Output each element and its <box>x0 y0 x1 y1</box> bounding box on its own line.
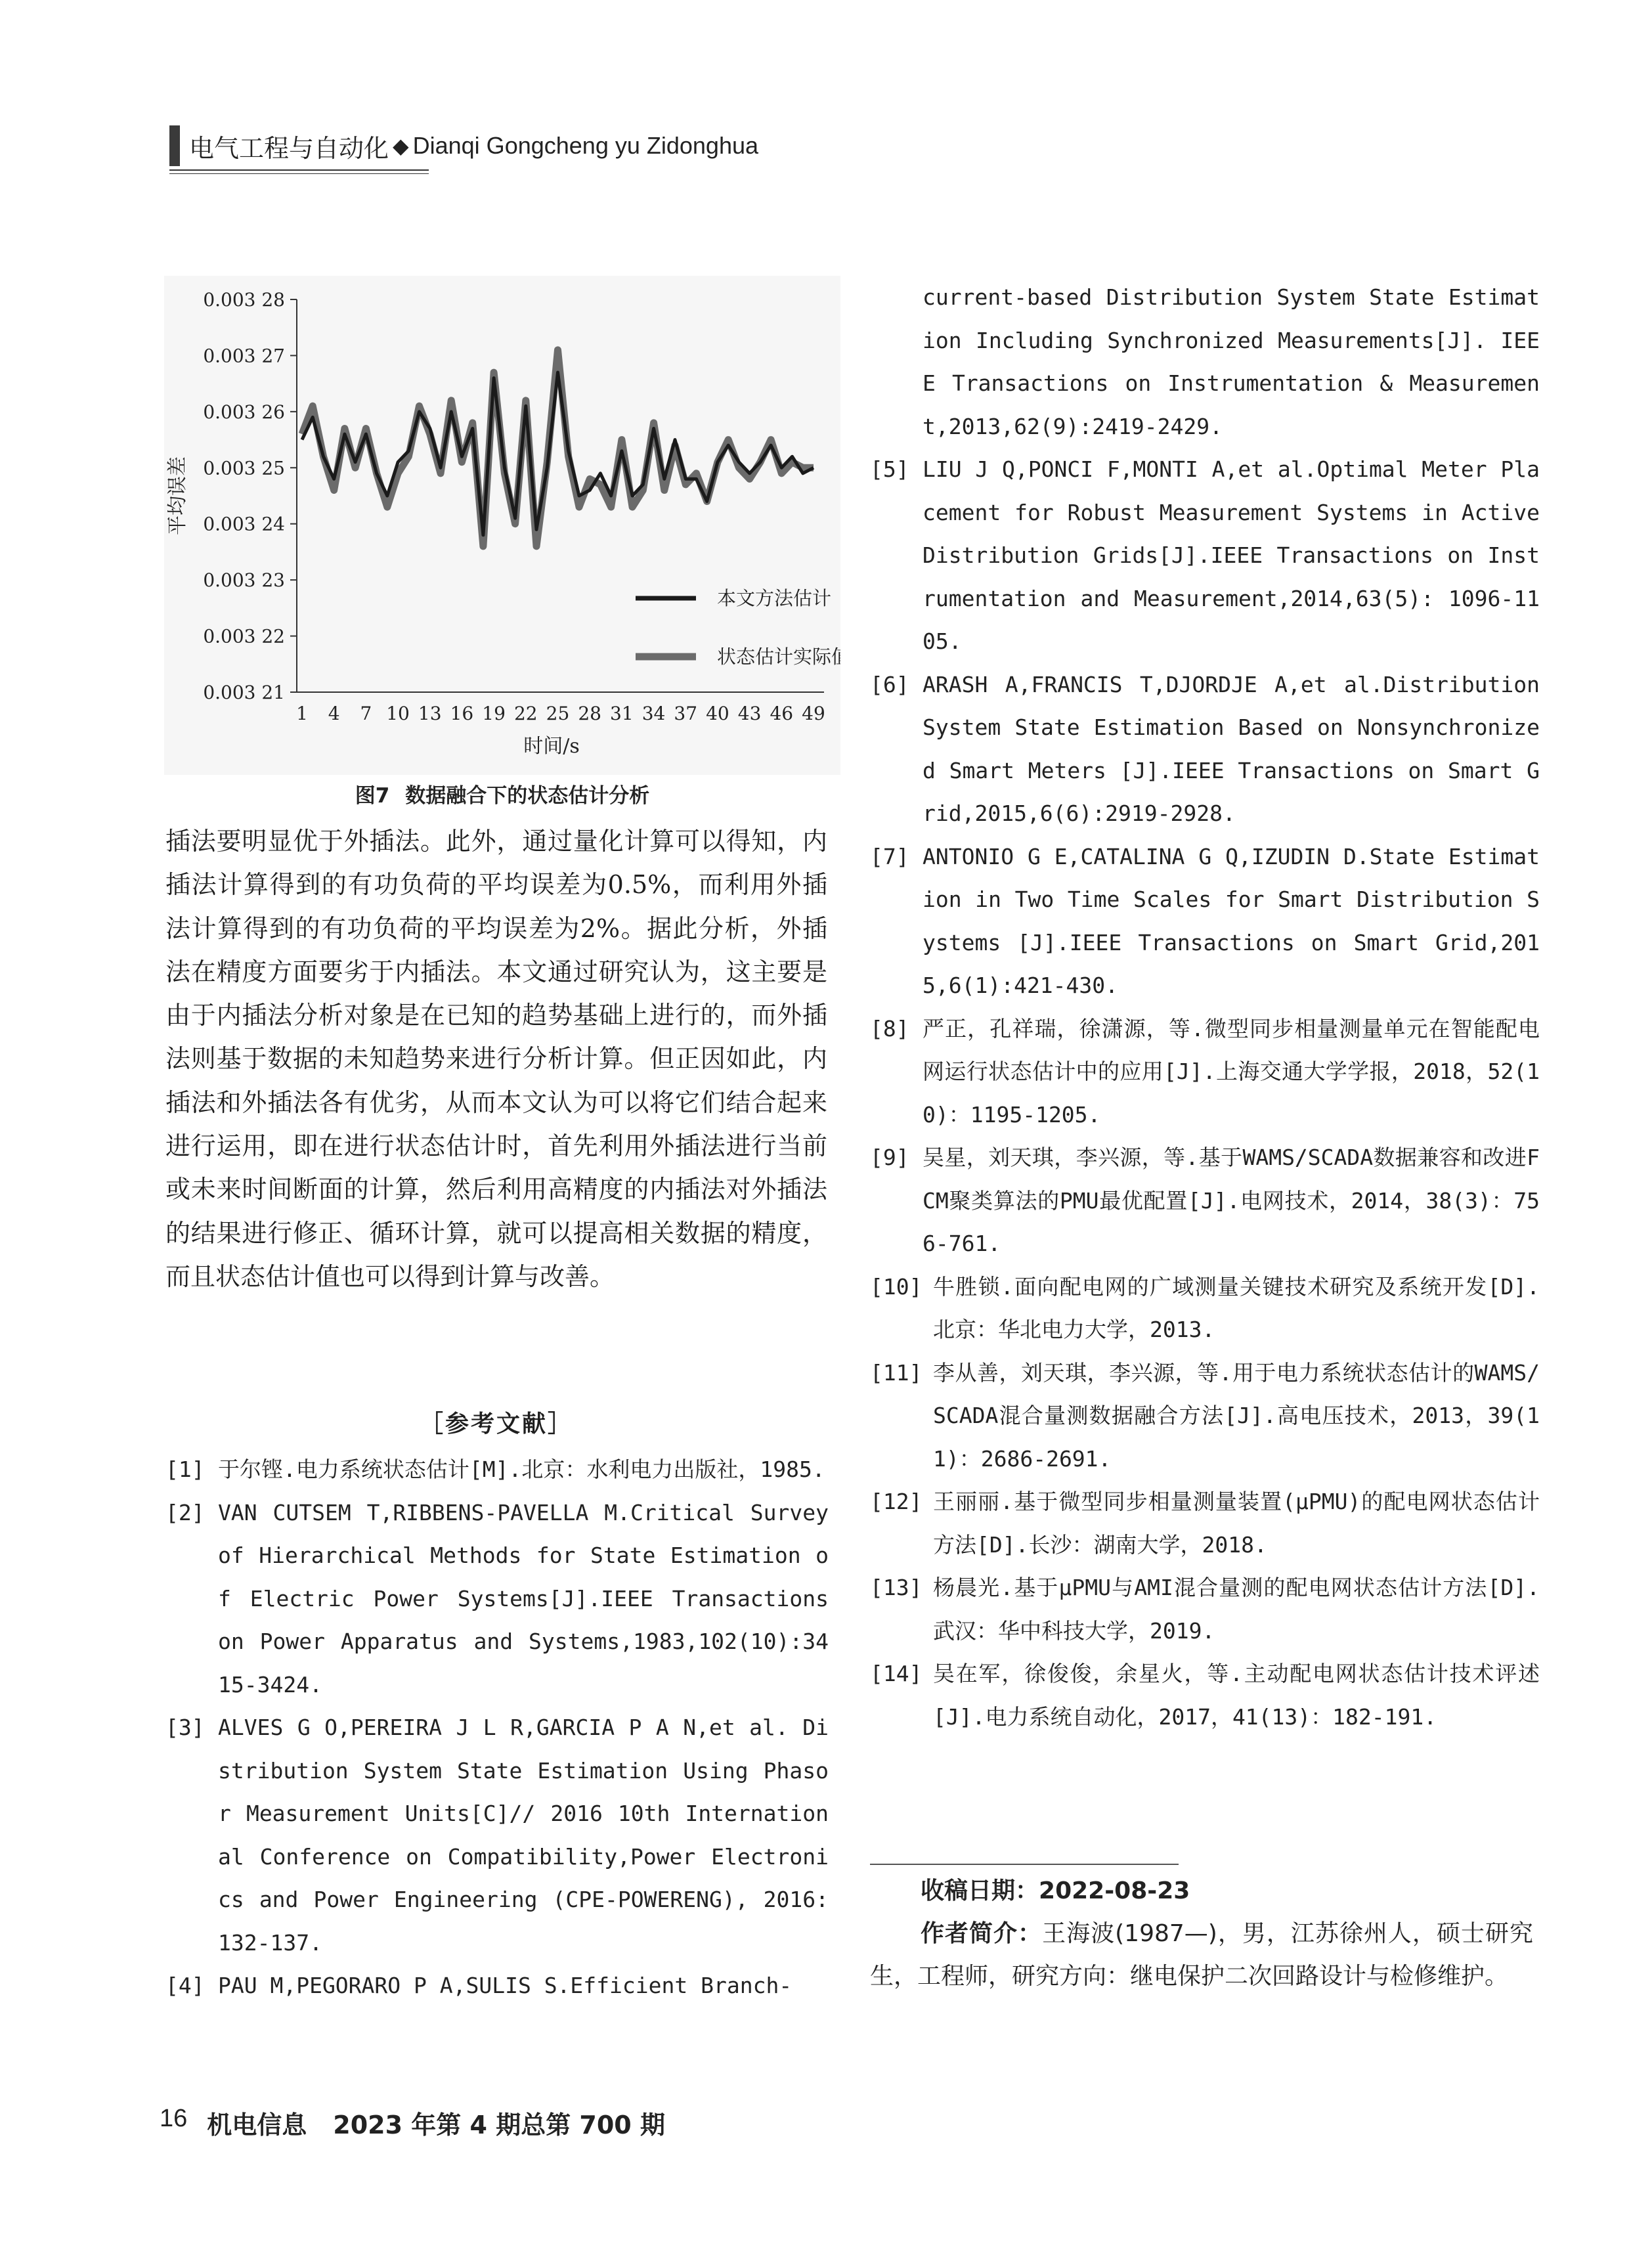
reference-text: ANTONIO G E,CATALINA G Q,IZUDIN D.State Estimation in Two Time Scales for Smart Distribution Systems [J].IEEE Transactions on Smart Grid,2015,6(1):421-430. <box>923 843 1540 998</box>
reference-item <box>870 1652 1540 1738</box>
figure-caption-text: 数据融合下的状态估计分析 <box>405 784 650 808</box>
reference-text: 于尔铿.电力系统状态估计[M].北京：水利电力出版社，1985. <box>218 1457 825 1482</box>
reference-item <box>165 1491 829 1707</box>
reference-text: 吴星，刘天琪，李兴源，等.基于WAMS/SCADA数据兼容和改进FCM聚类算法的PMU最优配置[J].电网技术，2014，38(3)：756-761. <box>923 1145 1540 1256</box>
line-chart <box>164 276 840 775</box>
reference-text: PAU M,PEGORARO P A,SULIS S.Efficient Branch- <box>218 1973 793 1998</box>
references-title: ［参考文献］ <box>419 1410 573 1437</box>
x-tick-label: 34 <box>641 703 666 724</box>
x-tick-label: 37 <box>674 703 698 724</box>
y-tick-label: 0.003 23 <box>203 569 285 592</box>
page-number: 16 <box>160 2105 188 2132</box>
x-tick-label: 19 <box>482 703 506 724</box>
reference-text: 严正，孔祥瑞，徐潇源，等.微型同步相量测量单元在智能配电网运行状态估计中的应用[J].上海交通大学学报，2018，52(10)：1195-1205. <box>923 1015 1540 1128</box>
reference-index: [9] <box>870 1145 909 1170</box>
reference-text: LIU J Q,PONCI F,MONTI A,et al.Optimal Meter Placement for Robust Measurement Systems in Active Distribution Grids[J].IEEE Transactions on Instrumentation and Measurement,2014,63(5): 1096-1105. <box>923 456 1540 654</box>
diamond-icon: ◆ <box>393 133 409 158</box>
x-axis-label: 时间/s <box>523 735 580 758</box>
reference-index: [4] <box>165 1973 205 1998</box>
author-info <box>870 1912 1533 1998</box>
reference-text: 牛胜锁.面向配电网的广域测量关键技术研究及系统开发[D].北京：华北电力大学，2013. <box>933 1273 1540 1342</box>
reference-index: [1] <box>165 1457 205 1482</box>
reference-item <box>870 1265 1540 1351</box>
reference-index: [5] <box>870 456 909 482</box>
x-tick-label: 49 <box>802 703 825 724</box>
reference-text: 吴在军，徐俊俊，余星火，等.主动配电网状态估计技术评述[J].电力系统自动化，2017，41(13)：182-191. <box>933 1661 1540 1730</box>
reference-index: [10] <box>870 1273 923 1300</box>
reference-item <box>870 835 1540 1007</box>
reference-index: [8] <box>870 1015 909 1041</box>
x-tick-label: 25 <box>546 703 570 724</box>
reference-text: ALVES G O,PEREIRA J L R,GARCIA P A N,et al. Distribution System State Estimation Using Phasor Measurement Units[C]// 2016 10th International Conference on Compatibility,Power Electronics and Power Engineering (CPE-POWERENG), 2016:132-137. <box>218 1715 829 1956</box>
reference-text: current-based Distribution System State Estimation Including Synchronized Measurements[J]. IEEE Transactions on Instrumentation & Measurement,2013,62(9):2419-2429. <box>923 284 1540 439</box>
reference-item <box>870 1351 1540 1481</box>
reference-text: 王丽丽.基于微型同步相量测量装置(μPMU)的配电网状态估计方法[D].长沙：湖南大学，2018. <box>933 1489 1540 1558</box>
reference-item <box>165 1706 829 1964</box>
legend-label: 本文方法估计 <box>717 587 832 609</box>
author-text: 王海波(1987—)，男，江苏徐州人，硕士研究生，工程师，研究方向：继电保护二次回路设计与检修维护。 <box>870 1920 1533 1990</box>
reference-item <box>870 448 1540 663</box>
y-tick-label: 0.003 28 <box>203 289 285 311</box>
y-tick-label: 0.003 22 <box>203 625 285 647</box>
received-date <box>921 1872 1190 1911</box>
x-tick-label: 31 <box>610 703 634 724</box>
y-tick-label: 0.003 21 <box>203 682 285 703</box>
footnote-rule <box>870 1864 1179 1865</box>
running-header <box>169 125 758 167</box>
reference-item <box>870 1136 1540 1265</box>
references-left-column <box>165 1448 829 2007</box>
reference-item <box>165 1448 829 1491</box>
journal-title-pinyin: Dianqi Gongcheng yu Zidonghua <box>412 132 759 159</box>
y-axis-label: 平均误差 <box>166 456 189 535</box>
header-bar <box>169 125 180 166</box>
reference-item <box>870 276 1540 448</box>
x-tick-label: 16 <box>450 703 474 724</box>
reference-index: [3] <box>165 1715 205 1740</box>
x-tick-label: 46 <box>770 703 794 724</box>
y-tick-label: 0.003 25 <box>203 457 285 479</box>
x-tick-label: 22 <box>513 703 538 724</box>
figure-caption <box>164 779 840 808</box>
reference-index: [13] <box>870 1575 923 1600</box>
reference-index: [14] <box>870 1661 923 1686</box>
received-value: 2022-08-23 <box>1039 1877 1190 1904</box>
page-footer <box>160 2105 665 2141</box>
references-right-column <box>870 276 1540 1738</box>
reference-text: 杨晨光.基于μPMU与AMI混合量测的配电网状态估计方法[D].武汉：华中科技大学，2019. <box>933 1575 1540 1644</box>
received-label: 收稿日期： <box>921 1877 1039 1904</box>
header-rule-thin <box>169 173 429 174</box>
footer-journal: 机电信息 <box>207 2111 307 2139</box>
reference-item <box>870 663 1540 835</box>
reference-item <box>165 1964 829 2007</box>
footer-issue: 2023 年第 4 期总第 700 期 <box>333 2111 665 2139</box>
x-tick-label: 43 <box>737 703 762 724</box>
body-paragraph: 插法要明显优于外插法。此外，通过量化计算可以得知，内插法计算得到的有功负荷的平均误差为0.5%，而利用外插法计算得到的有功负荷的平均误差为2%。据此分析，外插法在精度方面要劣于内插法。本文通过研究认为，这主要是由于内插法分析对象是在已知的趋势基础上进行的，而外插法则基于数据的未知趋势来进行分析计算。但正因如此，内插法和外插法各有优劣，从而本文认为可以将它们结合起来进行运用，即在进行状态估计时，首先利用外插法进行当前或未来时间断面的计算，然后利用高精度的内插法对外插法的结果进行修正、循环计算，就可以提高相关数据的精度，而且状态估计值也可以得到计算与改善。 <box>165 827 827 1291</box>
reference-item <box>870 1007 1540 1137</box>
reference-index: [6] <box>870 671 909 697</box>
reference-index: [7] <box>870 843 909 869</box>
x-tick-label: 7 <box>360 703 372 724</box>
y-tick-label: 0.003 27 <box>203 345 285 367</box>
reference-item <box>870 1480 1540 1566</box>
x-tick-label: 1 <box>296 703 308 724</box>
x-tick-label: 28 <box>578 703 602 724</box>
legend-label: 状态估计实际值 <box>717 646 840 668</box>
reference-text: VAN CUTSEM T,RIBBENS-PAVELLA M.Critical Survey of Hierarchical Methods for State Estimation of Electric Power Systems[J].IEEE Transactions on Power Apparatus and Systems,1983,102(10):3415-3424. <box>218 1499 829 1698</box>
x-tick-label: 13 <box>418 703 442 724</box>
reference-text: 李从善，刘天琪，李兴源，等.用于电力系统状态估计的WAMS/SCADA混合量测数据融合方法[J].高电压技术，2013，39(11)：2686-2691. <box>933 1359 1540 1472</box>
x-tick-label: 10 <box>386 703 410 724</box>
x-tick-label: 4 <box>328 703 340 724</box>
figure-number: 图7 <box>355 784 390 808</box>
reference-item <box>870 1566 1540 1652</box>
journal-title-cn: 电气工程与自动化 <box>189 133 389 163</box>
header-rule <box>169 169 429 171</box>
reference-index: [12] <box>870 1489 923 1514</box>
reference-index: [2] <box>165 1499 205 1525</box>
reference-index: [11] <box>870 1359 923 1386</box>
y-tick-label: 0.003 24 <box>203 513 285 535</box>
reference-text: ARASH A,FRANCIS T,DJORDJE A,et al.Distribution System State Estimation Based on Nonsynchronized Smart Meters [J].IEEE Transactions on Smart Grid,2015,6(6):2919-2928. <box>923 671 1540 826</box>
figure-7 <box>164 276 840 775</box>
x-tick-label: 40 <box>706 703 729 724</box>
y-tick-label: 0.003 26 <box>203 401 285 423</box>
author-label: 作者简介： <box>921 1920 1043 1947</box>
